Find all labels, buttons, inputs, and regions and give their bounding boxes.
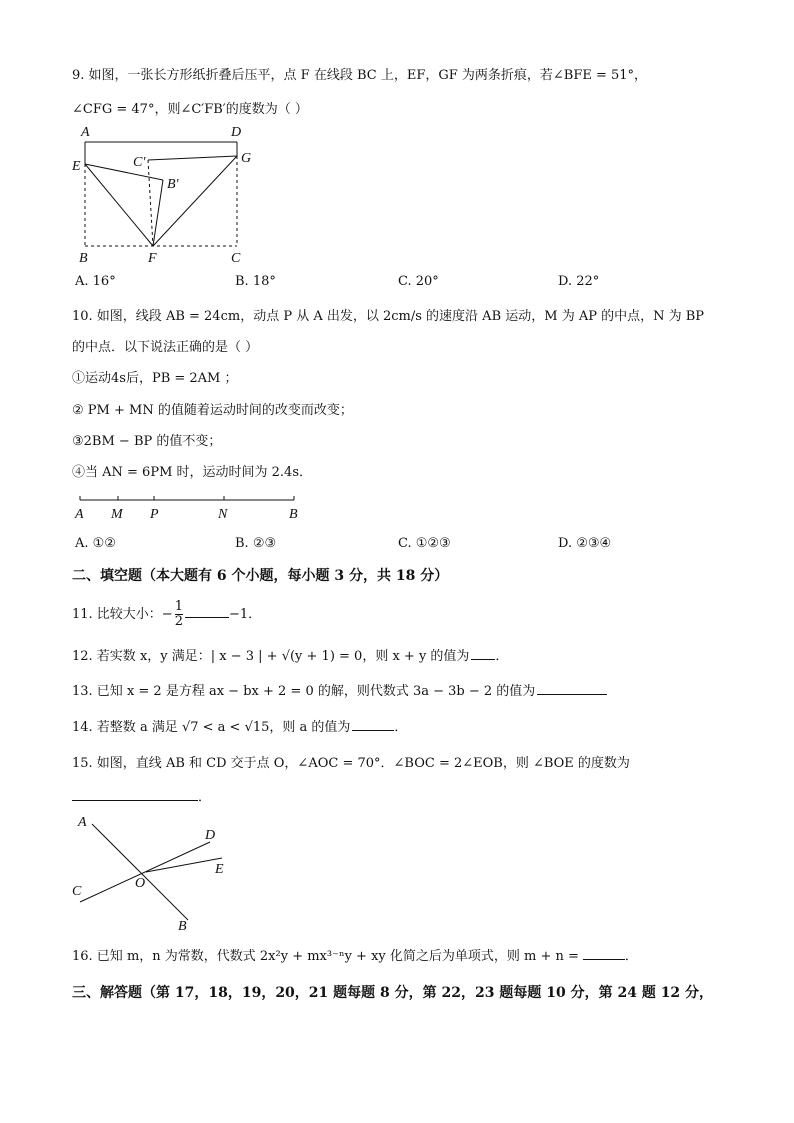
q10-segment-figure xyxy=(70,490,310,522)
q14-period: ． xyxy=(394,720,408,735)
q9-label-D: D xyxy=(231,125,242,140)
q11-fraction xyxy=(175,600,183,629)
q12-period: ． xyxy=(495,649,509,664)
q9-stem-line1: 9. 如图，一张长方形纸折叠后压平，点 F 在线段 BC 上，EF，GF 为两条折痕，若∠BFE = 51°， xyxy=(72,68,648,83)
q13-text: 13. 已知 x = 2 是方程 ax − bx + 2 = 0 的解，则代数式 3a − 3b − 2 的值为 xyxy=(72,684,536,699)
q10-statement-2: ② PM + MN 的值随着运动时间的改变而改变； xyxy=(72,403,353,418)
q9-label-B: B xyxy=(79,251,88,266)
q15-label-D: D xyxy=(205,828,216,843)
q10-stem-line1: 10. 如图，线段 AB = 24cm，动点 P 从 A 出发，以 2cm/s 的速度沿 AB 运动，M 为 AP 的中点，N 为 BP xyxy=(72,309,705,324)
q10-label-A: A xyxy=(75,507,84,522)
q10-stem-line2: 的中点．以下说法正确的是（ ） xyxy=(72,340,259,355)
q14-text: 14. 若整数 a 满足 √7 < a < √15，则 a 的值为 xyxy=(72,720,351,735)
q9-option-a[interactable]: A. 16° xyxy=(75,274,116,289)
q15-answer-line xyxy=(72,786,211,808)
q9-label-F: F xyxy=(148,251,157,266)
q10-statement-3: ③2BM − BP 的值不变； xyxy=(72,434,222,449)
q10-option-b[interactable]: B. ②③ xyxy=(235,536,277,551)
q16-answer-blank[interactable] xyxy=(583,945,625,960)
q10-label-M: M xyxy=(111,507,123,522)
q11-denominator: 2 xyxy=(174,614,183,629)
section2-title: 二、填空题（本大题有 6 个小题，每小题 3 分，共 18 分） xyxy=(72,568,449,584)
q10-label-B: B xyxy=(289,507,298,522)
q10-label-P: P xyxy=(150,507,159,522)
q10-statement-1: ①运动4s后，PB = 2AM ； xyxy=(72,371,238,386)
section3-title: 三、解答题（第 17，18，19，20，21 题每题 8 分，第 22，23 题每题 10 分，第 24 题 12 分， xyxy=(72,985,714,1001)
q14-answer-blank[interactable] xyxy=(352,716,394,731)
q15-label-A: A xyxy=(78,815,87,830)
q11 xyxy=(72,600,261,629)
q13-answer-blank[interactable] xyxy=(537,680,607,695)
q11-prefix: 11. 比较大小：− xyxy=(72,607,173,622)
q13 xyxy=(72,680,607,702)
q10-option-a[interactable]: A. ①② xyxy=(75,536,116,551)
q15-label-B: B xyxy=(178,919,187,934)
q9-label-G: G xyxy=(241,151,252,166)
q9-option-b[interactable]: B. 18° xyxy=(235,274,276,289)
q9-option-c[interactable]: C. 20° xyxy=(398,274,439,289)
q12-answer-blank[interactable] xyxy=(471,645,495,660)
q11-suffix: −1． xyxy=(228,607,262,622)
q12-text: 12. 若实数 x，y 满足：| x − 3 | + √(y + 1) = 0，则 x + y 的值为 xyxy=(72,649,470,664)
q15-stem-line1: 15. 如图，直线 AB 和 CD 交于点 O，∠AOC = 70°．∠BOC = 2∠EOB，则 ∠BOE 的度数为 xyxy=(72,756,630,771)
q16-text: 16. 已知 m，n 为常数，代数式 2x²y + mx³⁻ⁿy + xy 化简之后为单项式，则 m + n = xyxy=(72,949,579,964)
q15-label-O: O xyxy=(135,876,146,891)
q9-label-C: C xyxy=(231,251,241,266)
q9-label-C1: C′ xyxy=(133,155,146,170)
q11-numerator: 1 xyxy=(174,599,183,614)
q15-label-E: E xyxy=(215,862,224,877)
q16-period: ． xyxy=(624,949,638,964)
q11-answer-blank[interactable] xyxy=(185,603,229,618)
q9-label-A: A xyxy=(81,125,90,140)
q9-label-B1: B′ xyxy=(167,177,179,192)
q9-label-E: E xyxy=(72,159,81,174)
q9-figure xyxy=(70,122,260,267)
q15-period: ． xyxy=(198,790,212,805)
q15-answer-blank[interactable] xyxy=(72,786,198,801)
q15-figure xyxy=(70,810,240,935)
q10-option-d[interactable]: D. ②③④ xyxy=(558,536,612,551)
q9-option-d[interactable]: D. 22° xyxy=(558,274,600,289)
q14 xyxy=(72,716,407,738)
q15-label-C: C xyxy=(72,884,82,899)
q12 xyxy=(72,645,508,667)
q10-statement-4: ④当 AN = 6PM 时，运动时间为 2.4s． xyxy=(72,465,312,480)
q16 xyxy=(72,945,638,967)
q10-label-N: N xyxy=(218,507,228,522)
q9-stem-line2: ∠CFG = 47°，则∠C′FB′的度数为（ ） xyxy=(72,102,308,117)
q10-option-c[interactable]: C. ①②③ xyxy=(398,536,451,551)
